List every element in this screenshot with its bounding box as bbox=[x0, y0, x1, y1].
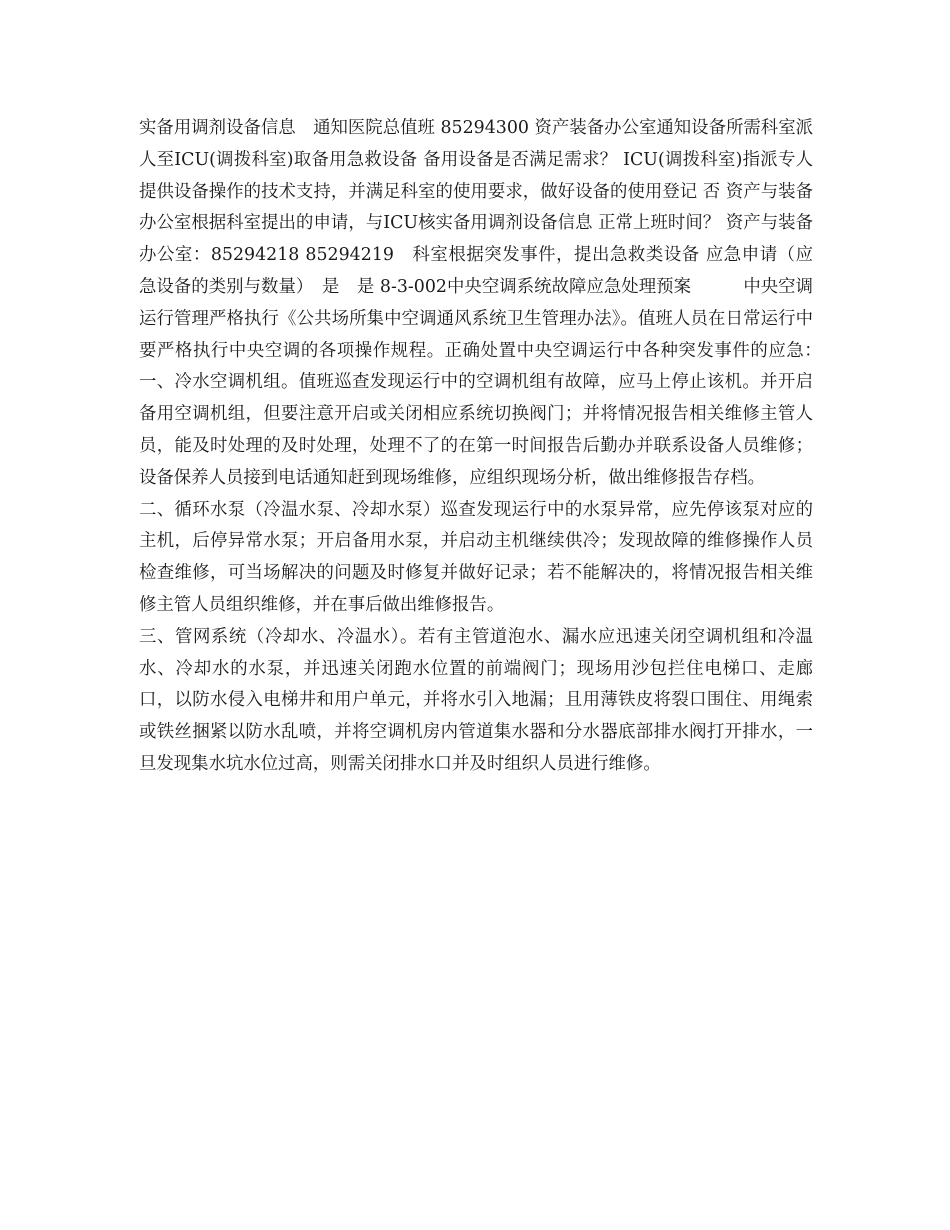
paragraph-2: 二、循环水泵（冷温水泵、冷却水泵）巡查发现运行中的水泵异常，应先停该泵对应的主机，后停异常水泵；开启备用水泵，并启动主机继续供冷；发现故障的维修操作人员检查维修，可当场解决的问题及时修复并做好记录；若不能解决的，将情况报告相关维修主管人员组织维修，并在事后做出维修报告。 bbox=[139, 499, 813, 615]
paragraph-3: 三、管网系统（冷却水、冷温水）。若有主管道泡水、漏水应迅速关闭空调机组和冷温水、冷却水的水泵，并迅速关闭跑水位置的前端阀门；现场用沙包拦住电梯口、走廊口，以防水侵入电梯井和用户单元，并将水引入地漏；且用薄铁皮将裂口围住、用绳索或铁丝捆紧以防水乱喷，并将空调机房内管道集水器和分水器底部排水阀打开排水，一旦发现集水坑水位过高，则需关闭排水口并及时组织人员进行维修。 bbox=[139, 626, 813, 774]
paragraph-1: 实备用调剂设备信息 通知医院总值班 85294300 资产装备办公室通知设备所需科室派 人至ICU(调拨科室)取备用急救设备 备用设备是否满足需求？ ICU(调拨科室)指派专人提供设备操作的技术支持，并满足科室的使用要求，做好设备的使用登记 否 资产与装备办公室根据科室提出的申请，与ICU核实备用调剂设备信息 正常上班时间？ 资产与装备办公室：85294218 85294219 科室根据突发事件，提出急救类设备 应急申请（应急设备的类别与数量） 是 是 8-3-002中央空调系统故障应急处理预案 中央空调运行管理严格执行《公共场所集中空调通风系统卫生管理办法》。值班人员在日常运行中要严格执行中央空调的各项操作规程。正确处置中央空调运行中各种突发事件的应急： 一、冷水空调机组。值班巡查发现运行中的空调机组有故障，应马上停止该机。并开启备用空调机组，但要注意开启或关闭相应系统切换阀门；并将情况报告相关维修主管人员，能及时处理的及时处理，处理不了的在第一时间报告后勤办并联系设备人员维修；设备保养人员接到电话通知赶到现场维修，应组织现场分析，做出维修报告存档。 bbox=[139, 118, 831, 488]
document-body bbox=[139, 113, 831, 781]
